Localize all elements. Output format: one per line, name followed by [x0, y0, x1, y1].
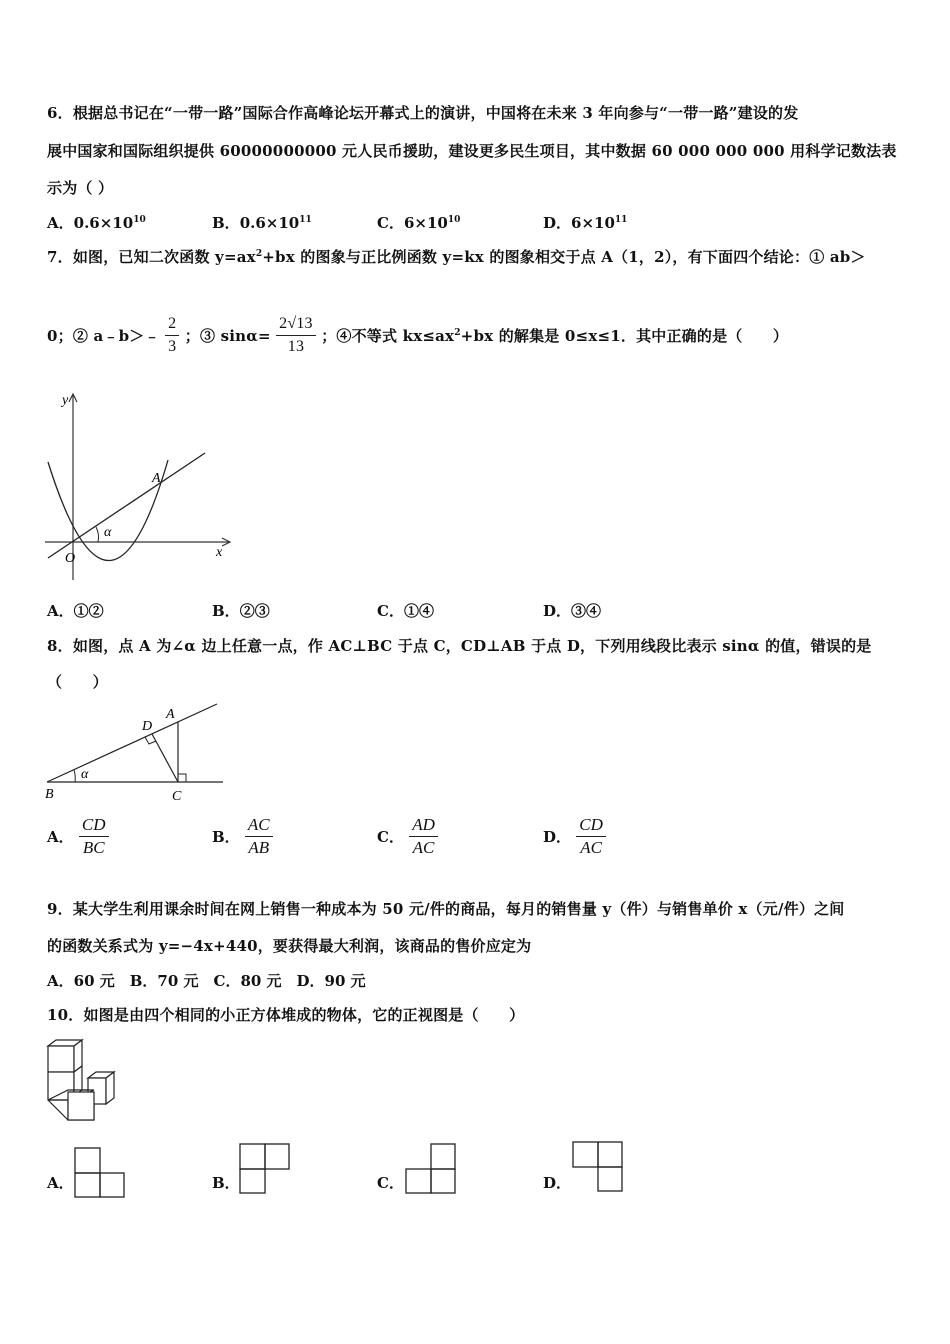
q8-line-1: 8．如图，点 A 为∠α 边上任意一点，作 AC⊥BC 于点 C，CD⊥AB 于点 D，下列用线段比表示 sinα 的值，错误的是	[47, 637, 872, 655]
point-b-label: B	[45, 787, 54, 802]
q7-option-c: C．①④	[377, 602, 434, 620]
origin-label: O	[65, 551, 76, 566]
q10-option-d-figure	[572, 1141, 624, 1193]
angle-alpha-label: α	[104, 525, 112, 540]
q10-option-b-label: B．	[212, 1174, 240, 1192]
q7-line-1: 7．如图，已知二次函数 $y=ax^2+bx$ 的图象与正比例函数 y=kx 的图象相交于点 A（1，2），有下面四个结论：① ab＞	[47, 248, 866, 266]
q10-option-c-label: C．	[377, 1174, 404, 1192]
cube-bottom-front	[68, 1092, 94, 1120]
q10-option-b-figure	[239, 1143, 291, 1195]
q6-option-d: D．$6\times 10^{11}$	[543, 214, 628, 232]
q7-option-b: B．②③	[212, 602, 270, 620]
q10-option-a-figure	[74, 1147, 126, 1199]
q7-line-2: 0；② a﹣b＞﹣ $\frac{2}{3}$ ；③ sinα= $\frac{2√13}{13}$ ；④不等式 $kx\le ax^2+bx$ 的解集是 0≤x≤1．其中正确的是（ ）	[47, 313, 788, 358]
q7-option-d: D．③④	[543, 602, 602, 620]
q8-option-d: D． $\frac{CD}{AC}$	[543, 814, 606, 859]
q6-option-b: B．$0.6\times 10^{11}$	[212, 214, 312, 232]
fraction-two-thirds: $\frac{2}{3}$	[165, 313, 179, 358]
q6-line-1: 6．根据总书记在“一带一路”国际合作高峰论坛开幕式上的演讲，中国将在未来 3 年向参与“一带一路”建设的发	[47, 104, 799, 122]
q8-option-b: B． $\frac{AC}{AB}$	[212, 814, 273, 859]
point-c-label: C	[172, 789, 182, 804]
q8-option-c: C． $\frac{AD}{AC}$	[377, 814, 438, 859]
q7-option-a: A．①②	[47, 602, 104, 620]
ray-ba	[47, 704, 217, 782]
x-axis-label: x	[216, 545, 223, 560]
fraction-sin-alpha: $\frac{2√13}{13}$	[276, 313, 316, 358]
angle-arc	[96, 527, 99, 542]
q8-triangle-figure	[45, 700, 225, 805]
point-a-label: A	[152, 471, 161, 486]
point-d-label: D	[142, 719, 153, 734]
q9-options: A．60 元 B．70 元 C．80 元 D．90 元	[47, 972, 366, 990]
angle-arc	[74, 770, 75, 782]
cube-edge	[48, 1100, 68, 1120]
right-angle-c-icon	[178, 774, 186, 782]
q6-option-a: A．$0.6\times 10^{10}$	[47, 214, 146, 232]
point-a-label: A	[166, 707, 175, 722]
angle-alpha-label: α	[81, 767, 89, 782]
q7-function-graph	[40, 390, 240, 585]
q10-option-a-label: A．	[47, 1174, 74, 1192]
q10-option-c-figure	[405, 1143, 457, 1195]
q8-option-a: A． $\frac{CD}{BC}$	[47, 814, 109, 859]
cube-right-side	[106, 1072, 114, 1104]
q8-line-2: （ ）	[47, 673, 108, 691]
cube-upper	[48, 1046, 74, 1072]
q10-line-1: 10．如图是由四个相同的小正方体堆成的物体，它的正视图是（ ）	[47, 1006, 525, 1024]
q9-line-2: 的函数关系式为 y=−4x+440，要获得最大利润，该商品的售价应定为	[47, 937, 532, 955]
q6-option-c: C．$6\times 10^{10}$	[377, 214, 461, 232]
q6-line-3: 示为（ ）	[47, 179, 114, 197]
q9-line-1: 9．某大学生利用课余时间在网上销售一种成本为 50 元/件的商品，每月的销售量 y（件）与销售单价 x（元/件）之间	[47, 900, 845, 918]
y-axis-label: y	[62, 393, 69, 408]
q6-line-2: 展中国家和国际组织提供 60000000000 元人民币援助，建设更多民生项目，其中数据 60 000 000 000 用科学记数法表	[47, 142, 897, 160]
q10-cube-stack-figure	[44, 1040, 119, 1125]
q10-option-d-label: D．	[543, 1174, 572, 1192]
